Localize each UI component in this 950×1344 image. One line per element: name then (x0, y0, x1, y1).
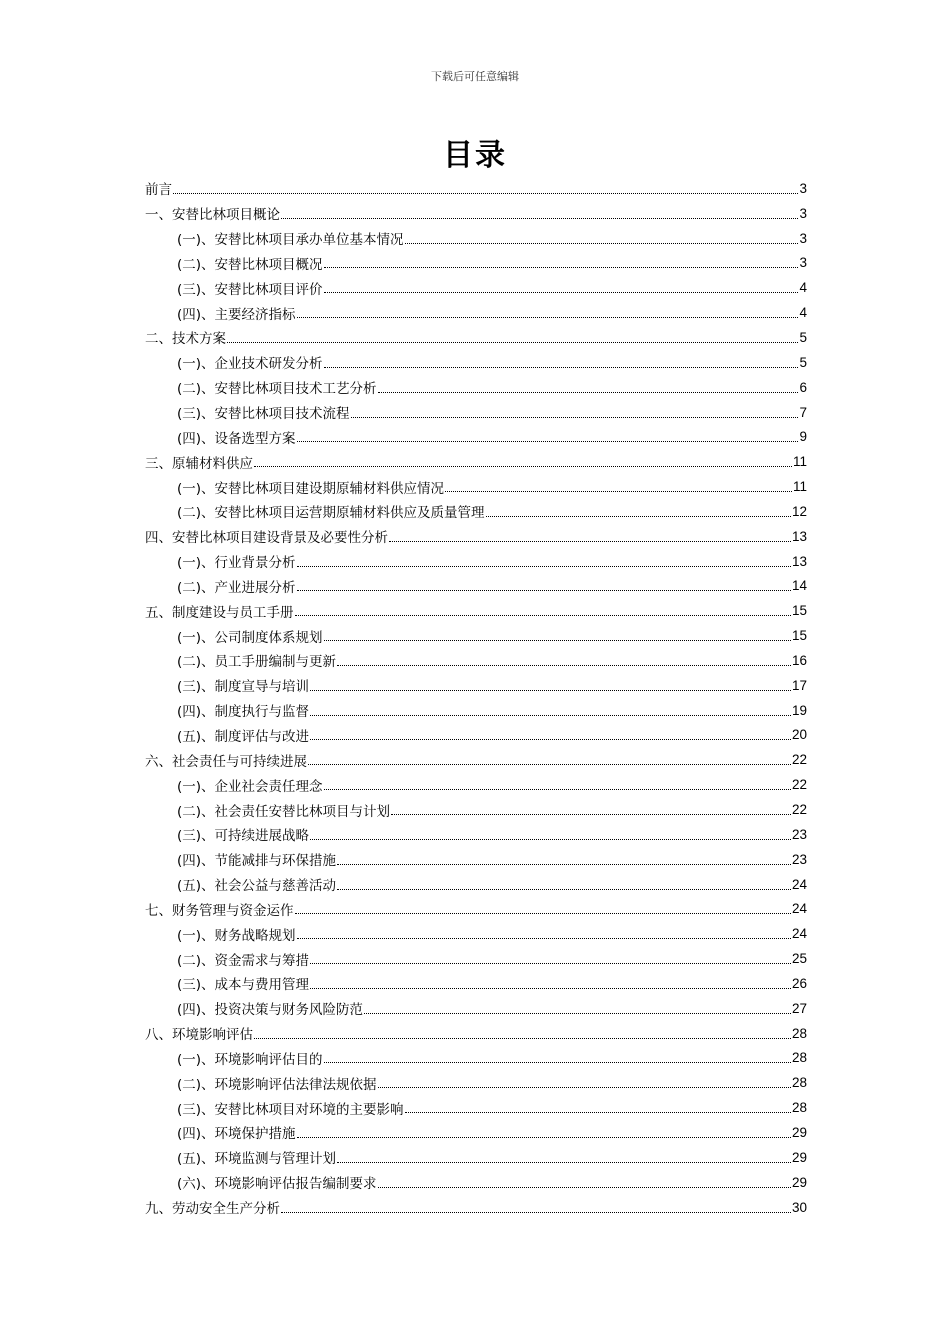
toc-leader-dots (324, 789, 791, 790)
toc-entry-label: (二)、资金需求与筹措 (177, 952, 310, 969)
toc-entry-label: (一)、企业技术研发分析 (177, 356, 323, 373)
toc-entry-page-number: 3 (799, 180, 807, 196)
toc-entry[interactable] (145, 673, 807, 698)
toc-entry[interactable] (145, 822, 807, 847)
toc-entry[interactable] (145, 623, 807, 648)
toc-entry-page-number: 27 (791, 1000, 807, 1016)
toc-entry-page-number: 9 (799, 429, 807, 445)
toc-leader-dots (378, 392, 799, 393)
toc-leader-dots (405, 243, 799, 244)
toc-entry-page-number: 26 (791, 975, 807, 991)
toc-leader-dots (310, 715, 791, 716)
toc-entry-label: (二)、安替比林项目概况 (177, 256, 323, 273)
toc-entry[interactable] (145, 1021, 807, 1046)
toc-entry-page-number: 7 (799, 404, 807, 420)
toc-entry-label: (五)、制度评估与改进 (177, 728, 310, 745)
toc-entry-page-number: 4 (799, 280, 807, 296)
toc-entry-page-number: 16 (791, 652, 807, 668)
toc-entry[interactable] (145, 946, 807, 971)
toc-leader-dots (337, 1162, 791, 1163)
toc-leader-dots (308, 764, 791, 765)
toc-entry[interactable] (145, 921, 807, 946)
toc-entry-label: 一、安替比林项目概论 (145, 207, 280, 224)
toc-entry-page-number: 20 (791, 727, 807, 743)
toc-entry-page-number: 28 (791, 1050, 807, 1066)
toc-leader-dots (391, 814, 791, 815)
toc-entry[interactable] (145, 1070, 807, 1095)
toc-entry-label: (三)、安替比林项目对环境的主要影响 (177, 1101, 404, 1118)
toc-entry-label: 九、劳动安全生产分析 (145, 1201, 280, 1218)
toc-entry[interactable] (145, 971, 807, 996)
toc-leader-dots (337, 889, 791, 890)
toc-entry-page-number: 3 (799, 255, 807, 271)
toc-entry-label: (三)、安替比林项目评价 (177, 281, 323, 298)
toc-leader-dots (310, 839, 791, 840)
toc-entry-label: (一)、行业背景分析 (177, 555, 296, 572)
toc-entry-label: (三)、制度宣导与培训 (177, 679, 310, 696)
toc-entry[interactable] (145, 1095, 807, 1120)
toc-leader-dots (378, 1087, 791, 1088)
toc-entry-page-number: 14 (791, 578, 807, 594)
toc-entry[interactable] (145, 449, 807, 474)
toc-leader-dots (324, 1062, 791, 1063)
toc-entry-label: (二)、安替比林项目技术工艺分析 (177, 381, 377, 398)
toc-entry-label: (一)、安替比林项目承办单位基本情况 (177, 232, 404, 249)
toc-entry[interactable] (145, 226, 807, 251)
toc-leader-dots (389, 541, 791, 542)
toc-entry[interactable] (145, 698, 807, 723)
toc-entry-page-number: 24 (791, 901, 807, 917)
toc-entry-page-number: 29 (791, 1149, 807, 1165)
toc-entry-page-number: 4 (799, 305, 807, 321)
toc-entry[interactable] (145, 896, 807, 921)
toc-leader-dots (378, 1187, 791, 1188)
toc-entry-page-number: 23 (791, 826, 807, 842)
toc-entry-label: (四)、节能减排与环保措施 (177, 853, 337, 870)
toc-entry[interactable] (145, 772, 807, 797)
toc-leader-dots (281, 218, 798, 219)
toc-entry-label: (三)、安替比林项目技术流程 (177, 406, 350, 423)
toc-entry-page-number: 22 (791, 752, 807, 768)
toc-entry[interactable] (145, 1145, 807, 1170)
toc-leader-dots (445, 491, 792, 492)
toc-entry[interactable] (145, 275, 807, 300)
toc-entry-label: 四、安替比林项目建设背景及必要性分析 (145, 530, 388, 547)
toc-leader-dots (295, 913, 791, 914)
toc-entry-label: (五)、社会公益与慈善活动 (177, 878, 337, 895)
toc-entry-label: (四)、主要经济指标 (177, 306, 296, 323)
toc-entry-page-number: 11 (792, 479, 807, 495)
toc-leader-dots (310, 690, 791, 691)
toc-entry[interactable] (145, 872, 807, 897)
toc-entry-page-number: 24 (791, 876, 807, 892)
toc-leader-dots (297, 938, 791, 939)
toc-entry-label: (二)、社会责任安替比林项目与计划 (177, 803, 391, 820)
toc-entry-label: 六、社会责任与可持续进展 (145, 753, 307, 770)
toc-entry-label: (一)、财务战略规划 (177, 927, 296, 944)
toc-entry-label: (四)、设备选型方案 (177, 430, 296, 447)
toc-leader-dots (254, 1038, 791, 1039)
toc-leader-dots (364, 1013, 791, 1014)
toc-entry-page-number: 29 (791, 1124, 807, 1140)
toc-leader-dots (297, 590, 791, 591)
toc-leader-dots (297, 441, 799, 442)
toc-leader-dots (173, 193, 798, 194)
toc-leader-dots (324, 367, 799, 368)
toc-leader-dots (351, 417, 799, 418)
toc-entry[interactable] (145, 723, 807, 748)
toc-entry[interactable] (145, 300, 807, 325)
toc-entry-label: 七、财务管理与资金运作 (145, 902, 294, 919)
toc-leader-dots (297, 566, 791, 567)
toc-entry[interactable] (145, 1170, 807, 1195)
toc-leader-dots (295, 615, 791, 616)
toc-entry-label: (四)、制度执行与监督 (177, 704, 310, 721)
toc-entry-label: (二)、员工手册编制与更新 (177, 654, 337, 671)
toc-entry-page-number: 29 (791, 1174, 807, 1190)
toc-leader-dots (227, 342, 798, 343)
toc-entry-label: 八、环境影响评估 (145, 1027, 253, 1044)
toc-entry[interactable] (145, 747, 807, 772)
toc-entry-page-number: 28 (791, 1075, 807, 1091)
toc-entry[interactable] (145, 350, 807, 375)
toc-entry-page-number: 28 (791, 1100, 807, 1116)
table-of-contents (145, 176, 807, 1219)
toc-leader-dots (254, 466, 792, 467)
toc-entry-page-number: 28 (791, 1025, 807, 1041)
toc-entry[interactable] (145, 424, 807, 449)
toc-entry-page-number: 13 (791, 528, 807, 544)
toc-entry[interactable] (145, 797, 807, 822)
toc-entry-label: (一)、企业社会责任理念 (177, 778, 323, 795)
toc-entry-label: (三)、可持续进展战略 (177, 828, 310, 845)
toc-entry-page-number: 3 (799, 230, 807, 246)
toc-entry-page-number: 5 (799, 329, 807, 345)
toc-leader-dots (337, 665, 791, 666)
toc-entry[interactable] (145, 1195, 807, 1220)
toc-entry[interactable] (145, 400, 807, 425)
toc-leader-dots (324, 267, 799, 268)
toc-entry-page-number: 24 (791, 926, 807, 942)
toc-entry-page-number: 3 (799, 205, 807, 221)
toc-entry[interactable] (145, 325, 807, 350)
toc-entry[interactable] (145, 598, 807, 623)
toc-entry[interactable] (145, 524, 807, 549)
toc-leader-dots (337, 864, 791, 865)
toc-entry-label: 前言 (145, 182, 172, 199)
toc-entry-label: (一)、环境影响评估目的 (177, 1051, 323, 1068)
toc-entry-page-number: 25 (791, 951, 807, 967)
toc-entry-page-number: 17 (791, 677, 807, 693)
toc-entry-label: (一)、公司制度体系规划 (177, 629, 323, 646)
toc-entry-page-number: 22 (791, 802, 807, 818)
toc-leader-dots (310, 988, 791, 989)
toc-leader-dots (405, 1112, 791, 1113)
toc-entry-label: (三)、成本与费用管理 (177, 977, 310, 994)
toc-entry[interactable] (145, 996, 807, 1021)
toc-entry-label: 三、原辅材料供应 (145, 455, 253, 472)
toc-entry-page-number: 5 (799, 354, 807, 370)
toc-entry[interactable] (145, 1120, 807, 1145)
toc-entry-page-number: 12 (791, 503, 807, 519)
toc-entry-page-number: 11 (792, 454, 807, 470)
toc-leader-dots (297, 317, 799, 318)
toc-entry-page-number: 19 (791, 702, 807, 718)
toc-entry[interactable] (145, 847, 807, 872)
toc-entry[interactable] (145, 499, 807, 524)
toc-entry-label: (二)、产业进展分析 (177, 579, 296, 596)
toc-entry-label: (一)、安替比林项目建设期原辅材料供应情况 (177, 480, 445, 497)
toc-entry[interactable] (145, 648, 807, 673)
toc-entry[interactable] (145, 474, 807, 499)
toc-entry-page-number: 6 (799, 379, 807, 395)
toc-entry[interactable] (145, 574, 807, 599)
toc-entry-page-number: 13 (791, 553, 807, 569)
toc-leader-dots (486, 516, 791, 517)
toc-entry-page-number: 15 (791, 603, 807, 619)
toc-entry[interactable] (145, 549, 807, 574)
toc-leader-dots (324, 292, 799, 293)
toc-leader-dots (310, 739, 791, 740)
toc-entry[interactable] (145, 201, 807, 226)
toc-entry-page-number: 22 (791, 777, 807, 793)
toc-entry-label: (四)、投资决策与财务风险防范 (177, 1002, 364, 1019)
toc-entry[interactable] (145, 251, 807, 276)
toc-entry-label: 五、制度建设与员工手册 (145, 604, 294, 621)
toc-leader-dots (297, 1137, 791, 1138)
toc-entry[interactable] (145, 1046, 807, 1071)
toc-entry[interactable] (145, 176, 807, 201)
header-note: 下载后可任意编辑 (431, 70, 519, 83)
toc-entry-page-number: 23 (791, 851, 807, 867)
toc-entry-page-number: 30 (791, 1199, 807, 1215)
toc-leader-dots (281, 1212, 791, 1213)
toc-entry[interactable] (145, 375, 807, 400)
toc-entry-label: (六)、环境影响评估报告编制要求 (177, 1176, 377, 1193)
toc-entry-label: (二)、环境影响评估法律法规依据 (177, 1076, 377, 1093)
toc-entry-label: 二、技术方案 (145, 331, 226, 348)
toc-entry-label: (五)、环境监测与管理计划 (177, 1151, 337, 1168)
toc-entry-label: (四)、环境保护措施 (177, 1126, 296, 1143)
page-title: 目录 (443, 138, 507, 173)
toc-leader-dots (324, 640, 791, 641)
toc-leader-dots (310, 963, 791, 964)
toc-entry-page-number: 15 (791, 628, 807, 644)
toc-entry-label: (二)、安替比林项目运营期原辅材料供应及质量管理 (177, 505, 485, 522)
